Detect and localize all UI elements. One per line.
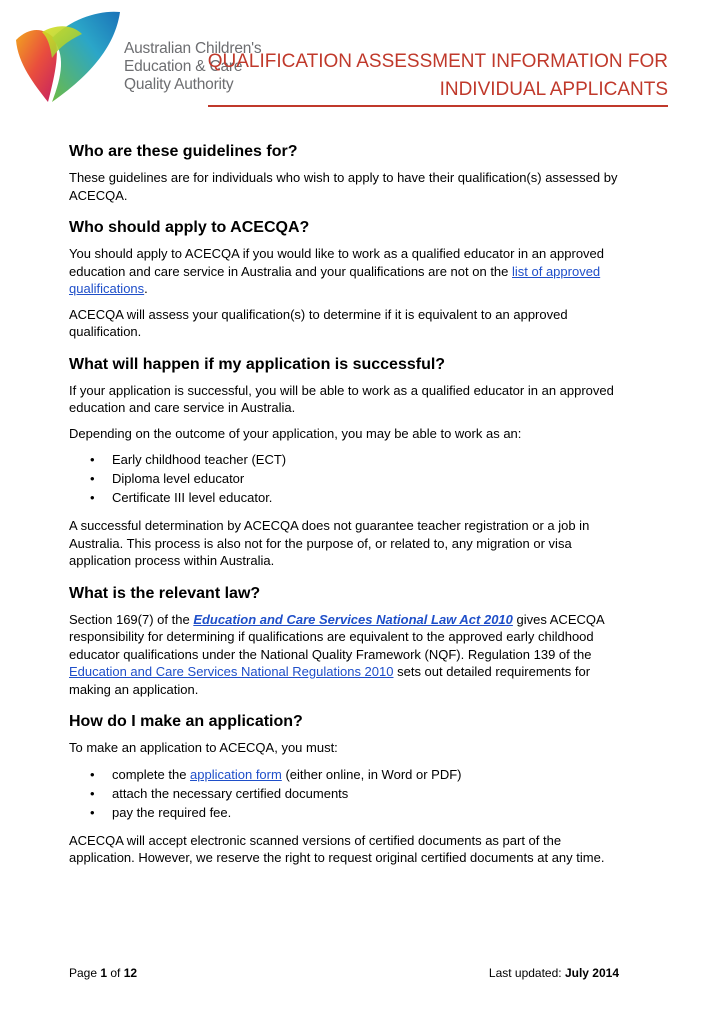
section-law — [69, 584, 629, 699]
section-successful — [69, 355, 629, 570]
paragraph: If your application is successful, you will be able to work as a qualified educator in an approved education and care service in Australia. — [69, 382, 614, 415]
paragraph: You should apply to ACECQA if you would like to work as a qualified educator in an approved education and care service in Australia and your qualifications are not on the list of approved qualifications. — [69, 246, 605, 296]
paragraph: Section 169(7) of the Education and Care Services National Law Act 2010 gives ACECQA responsibility for determining if qualifications are equivalent to the approved early childhood educator qualifications under the National Quality Framework (NQF). Regulation 139 of the Education and Care Services National Regulations 2010 sets out detailed requirements for making an application. — [69, 611, 604, 697]
heading-who-for: Who are these guidelines for? — [69, 143, 298, 160]
national-law-link[interactable]: Education and Care Services National Law Act 2010 — [193, 611, 513, 627]
last-updated: Last updated: July 2014 — [488, 966, 619, 980]
bullet-icon: • — [90, 471, 95, 486]
heading-successful: What will happen if my application is successful? — [69, 355, 446, 373]
national-regulations-link[interactable]: Education and Care Services National Regulations 2010 — [69, 664, 394, 679]
acecqa-logo-icon — [12, 10, 124, 106]
main-content — [69, 142, 629, 881]
bullet-icon: • — [90, 804, 95, 820]
org-line-3: Quality Authority — [124, 76, 234, 93]
org-line-1: Australian Children's — [124, 40, 262, 57]
bullet-icon: • — [90, 452, 95, 467]
document-title — [208, 48, 668, 107]
paragraph: ACECQA will accept electronic scanned versions of certified documents as part of the application. However, we reserve the right to request original certified documents at any time. — [69, 832, 605, 865]
paragraph: Depending on the outcome of your application, you may be able to work as an: — [69, 425, 522, 441]
heading-how: How do I make an application? — [69, 713, 303, 730]
title-line-2: INDIVIDUAL APPLICANTS — [439, 79, 668, 100]
list-item: • pay the required fee. — [90, 804, 232, 820]
bullet-icon: • — [90, 490, 95, 505]
list-item: • Early childhood teacher (ECT) — [90, 452, 287, 467]
section-how — [69, 712, 629, 867]
bullet-list — [69, 450, 629, 507]
paragraph: ACECQA will assess your qualification(s) to determine if it is equivalent to an approved qualification. — [69, 306, 568, 339]
list-item: • Certificate III level educator. — [90, 490, 273, 505]
list-item: • complete the application form (either online, in Word or PDF) — [90, 766, 462, 782]
bullet-list — [69, 765, 629, 822]
section-who-apply — [69, 218, 629, 341]
paragraph: These guidelines are for individuals who wish to apply to have their qualification(s) assessed by ACECQA. — [69, 170, 618, 203]
heading-law: What is the relevant law? — [69, 584, 261, 602]
paragraph: To make an application to ACECQA, you must: — [69, 740, 338, 755]
paragraph: A successful determination by ACECQA does not guarantee teacher registration or a job in Australia. This process is also not for the purpose of, or related to, any migration or visa application process within Australia. — [69, 518, 590, 568]
org-line-2: Education & Care — [124, 58, 243, 75]
approved-qualifications-link[interactable]: list of approved qualifications — [69, 263, 601, 296]
bullet-icon: • — [90, 766, 95, 782]
heading-who-apply: Who should apply to ACECQA? — [69, 219, 310, 236]
title-line-1: QUALIFICATION ASSESSMENT INFORMATION FOR — [207, 51, 668, 72]
list-item: • Diploma level educator — [90, 471, 245, 486]
application-form-link[interactable]: application form — [190, 766, 282, 782]
page-number: Page 1 of 12 — [69, 966, 138, 980]
section-who-for — [69, 142, 629, 204]
list-item: • attach the necessary certified documents — [90, 785, 349, 801]
bullet-icon: • — [90, 785, 95, 801]
